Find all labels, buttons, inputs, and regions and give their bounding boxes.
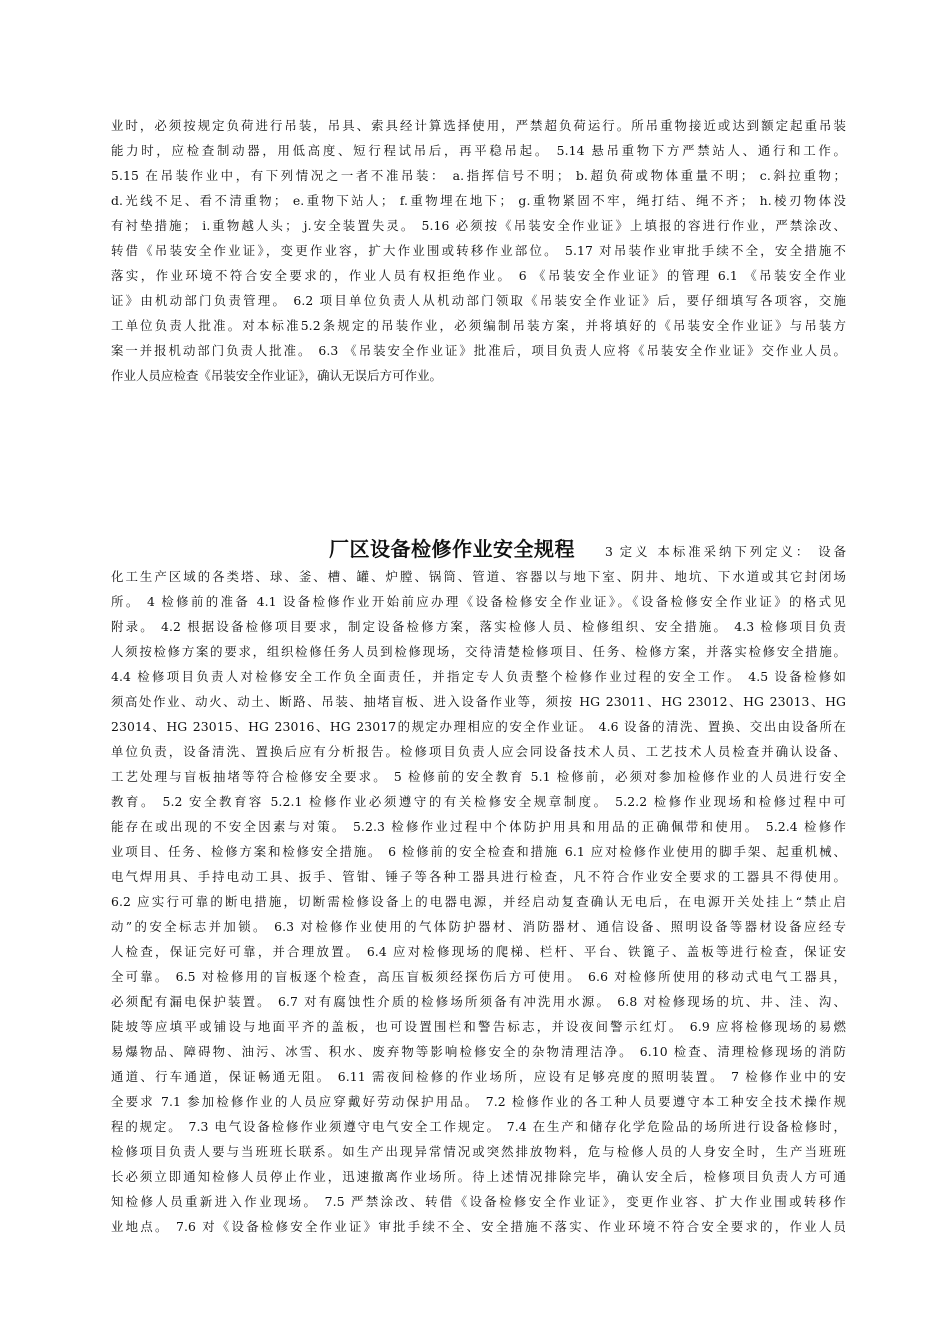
paragraph-line: 业地点。 7.6 对《设备检修安全作业证》审批手续不全、安全措施不落实、作业环境不符合安全要求的，作业人员: [111, 1219, 846, 1234]
section-title: 厂区设备检修作业安全规程: [329, 537, 575, 561]
paragraph-line: 通道、行车通道，保证畅通无阻。 6.11 需夜间检修的作业场所，应设有足够亮度的照明装置。 7 检修作业中的安: [111, 1069, 846, 1084]
paragraph-line: 证》由机动部门负责管理。 6.2 项目单位负责人从机动部门领取《吊装安全作业证》后，要仔细填写各项容，交施: [111, 293, 846, 308]
paragraph-line: 案一并报机动部门负责人批准。 6.3 《吊装安全作业证》批准后，项目负责人应将《吊装安全作业证》交作业人员。: [111, 343, 846, 358]
paragraph-line: 知检修人员重新进入作业现场。 7.5 严禁涂改、转借《设备检修安全作业证》，变更作业容、扩大作业围或转移作: [111, 1194, 846, 1209]
paragraph-line: 能存在或出现的不安全因素与对策。 5.2.3 检修作业过程中个体防护用具和用品的正确佩带和使用。 5.2.4 检修作: [111, 819, 846, 834]
paragraph-line: 作业人员应检查《吊装安全作业证》，确认无误后方可作业。: [111, 368, 443, 383]
paragraph-line: 能力时，应检查制动器，用低高度、短行程试吊后，再平稳吊起。 5.14 悬吊重物下方严禁站人、通行和工作。: [111, 143, 846, 158]
paragraph-line: 工艺处理与盲板抽堵等符合检修安全要求。 5 检修前的安全教育 5.1 检修前，必须对参加检修作业的人员进行安全: [111, 769, 846, 784]
paragraph-line: 全可靠。 6.5 对检修用的盲板逐个检查，高压盲板须经探伤后方可使用。 6.6 对检修所使用的移动式电气工器具，: [111, 969, 846, 984]
paragraph-line: 业时，必须按规定负荷进行吊装，吊具、索具经计算选择使用，严禁超负荷运行。所吊重物接近或达到额定起重吊装: [111, 118, 846, 133]
paragraph-line: 业项目、任务、检修方案和检修安全措施。 6 检修前的安全检查和措施 6.1 应对检修作业使用的脚手架、起重机械、: [111, 844, 846, 859]
paragraph-line: 工单位负责人批准。对本标准5.2条规定的吊装作业，必须编制吊装方案，并将填好的《吊装安全作业证》与吊装方: [111, 318, 846, 333]
paragraph-line: 落实，作业环境不符合安全要求的，作业人员有权拒绝作业。 6 《吊装安全作业证》的管理 6.1 《吊装安全作业: [111, 268, 846, 283]
paragraph-line: 动”的安全标志并加锁。 6.3 对检修作业使用的气体防护器材、消防器材、通信设备、照明设备等器材设备应经专: [111, 919, 846, 934]
paragraph-line: 长必须立即通知检修人员停止作业，迅速撤离作业场所。待上述情况排除完毕，确认安全后，检修项目负责人方可通: [111, 1169, 846, 1184]
paragraph-line: 6.2 应实行可靠的断电措施，切断需检修设备上的电器电源，并经启动复查确认无电后，在电源开关处挂上“禁止启: [111, 894, 846, 909]
paragraph-line: 所。 4 检修前的准备 4.1 设备检修作业开始前应办理《设备检修安全作业证》。《设备检修安全作业证》的格式见: [111, 594, 846, 609]
paragraph-line: 须高处作业、动火、动土、断路、吊装、抽堵盲板、进入设备作业等，须按 HG 23011、HG 23012、HG 23013、HG: [111, 694, 846, 709]
paragraph-line: 程的规定。 7.3 电气设备检修作业须遵守电气安全工作规定。 7.4 在生产和储存化学危险品的场所进行设备检修时，: [111, 1119, 846, 1134]
paragraph-line: 4.4 检修项目负责人对检修安全工作负全面责任，并指定专人负责整个检修作业过程的安全工作。 4.5 设备检修如: [111, 669, 846, 684]
paragraph-line: 检修项目负责人要与当班班长联系。如生产出现异常情况或突然排放物料，危与检修人员的人身安全时，生产当班班: [111, 1144, 846, 1159]
section-title-trailing-text: 3 定义 本标准采纳下列定义： 设备: [605, 544, 846, 559]
paragraph-line: 5.15 在吊装作业中，有下列情况之一者不准吊装： a.指挥信号不明； b.超负荷或物体重量不明； c.斜拉重物；: [111, 168, 846, 183]
paragraph-line: 陡坡等应填平或铺设与地面平齐的盖板，也可设置围栏和警告标志，并设夜间警示红灯。 6.9 应将检修现场的易燃: [111, 1019, 846, 1034]
paragraph-line: 附录。 4.2 根据设备检修项目要求，制定设备检修方案，落实检修人员、检修组织、安全措施。 4.3 检修项目负责: [111, 619, 846, 634]
paragraph-line: 有衬垫措施； i.重物越人头； j.安全装置失灵。 5.16 必须按《吊装安全作业证》上填报的容进行作业，严禁涂改、: [111, 218, 846, 233]
paragraph-line: d.光线不足、看不清重物； e.重物下站人； f.重物埋在地下； g.重物紧固不牢，绳打结、绳不齐； h.棱刃物体没: [111, 193, 846, 208]
paragraph-line: 化工生产区域的各类塔、球、釜、槽、罐、炉膛、锅筒、管道、容器以与地下室、阴井、地坑、下水道或其它封闭场: [111, 569, 846, 584]
section-title-row: [111, 534, 846, 564]
paragraph-line: 单位负责，设备清洗、置换后应有分析报告。检修项目负责人应会同设备技术人员、工艺技术人员检查并确认设备、: [111, 744, 846, 759]
paragraph-line: 转借《吊装安全作业证》，变更作业容，扩大作业围或转移作业部位。 5.17 对吊装作业审批手续不全，安全措施不: [111, 243, 846, 258]
paragraph-line: 教育。 5.2 安全教育容 5.2.1 检修作业必须遵守的有关检修安全规章制度。 5.2.2 检修作业现场和检修过程中可: [111, 794, 846, 809]
paragraph-line: 人须按检修方案的要求，组织检修任务人员到检修现场，交待清楚检修项目、任务、检修方案，并落实检修安全措施。: [111, 644, 846, 659]
paragraph-line: 人检查，保证完好可靠，并合理放置。 6.4 应对检修现场的爬梯、栏杆、平台、铁篦子、盖板等进行检查，保证安: [111, 944, 846, 959]
paragraph-line: 全要求 7.1 参加检修作业的人员应穿戴好劳动保护用品。 7.2 检修作业的各工种人员要遵守本工种安全技术操作规: [111, 1094, 846, 1109]
paragraph-line: 必须配有漏电保护装置。 6.7 对有腐蚀性介质的检修场所须备有冲洗用水源。 6.8 对检修现场的坑、井、洼、沟、: [111, 994, 846, 1009]
paragraph-line: 23014、HG 23015、HG 23016、HG 23017的规定办理相应的安全作业证。 4.6 设备的清洗、置换、交出由设备所在: [111, 719, 846, 734]
paragraph-line: 易爆物品、障碍物、油污、冰雪、积水、废弃物等影响检修安全的杂物清理洁净。 6.10 检查、清理检修现场的消防: [111, 1044, 846, 1059]
paragraph-line: 电气焊用具、手持电动工具、扳手、管钳、锤子等各种工器具进行检查，凡不符合作业安全要求的工器具不得使用。: [111, 869, 846, 884]
